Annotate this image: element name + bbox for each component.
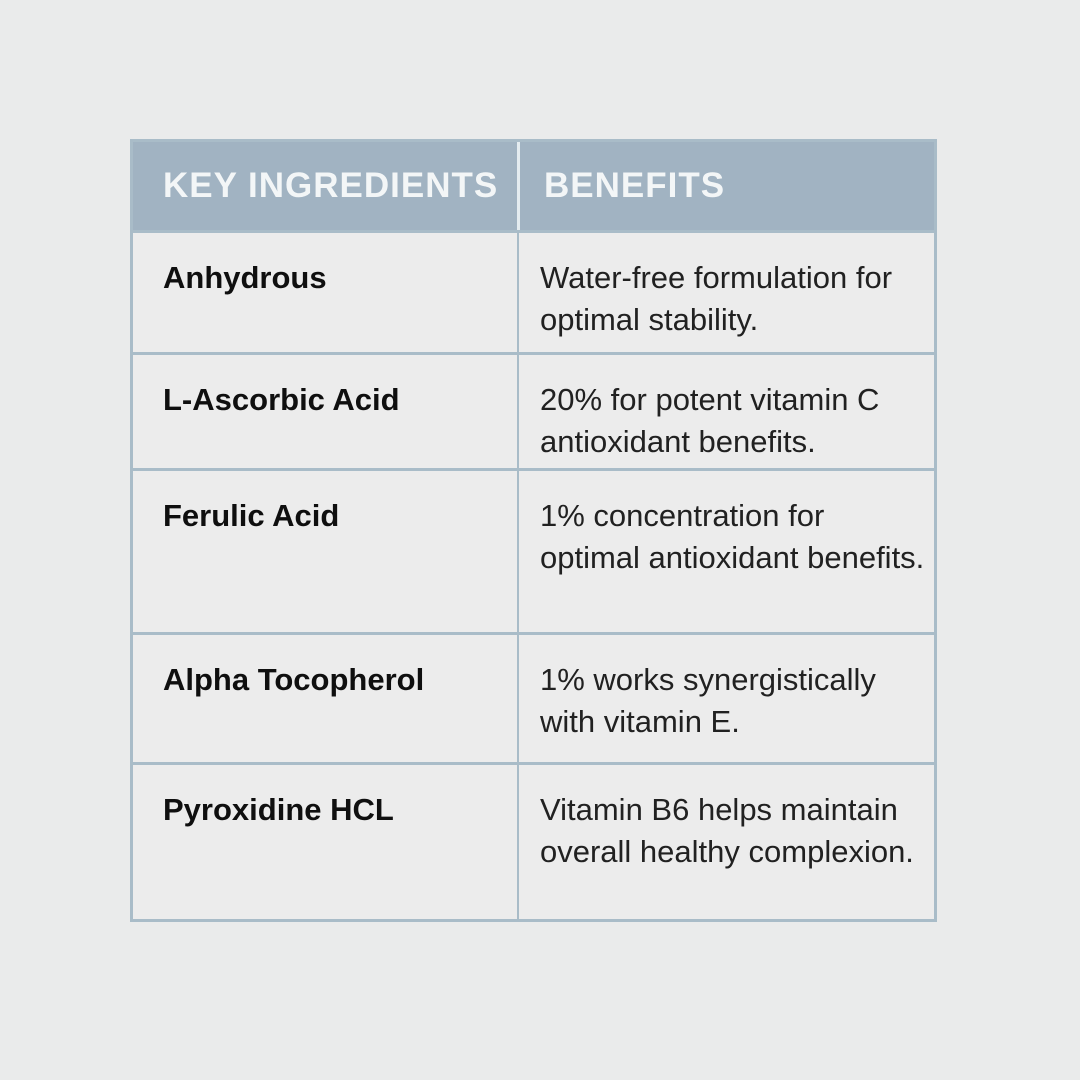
header-benefits: BENEFITS (517, 142, 934, 230)
ingredient-name: Alpha Tocopherol (163, 662, 425, 697)
ingredient-name: Pyroxidine HCL (163, 792, 394, 827)
ingredient-benefit: 1% works synergistically with vitamin E. (517, 635, 934, 762)
table-row-alpha-tocopherol (133, 632, 934, 762)
ingredient-name: Anhydrous (163, 260, 327, 295)
table-row-pyroxidine-hcl (133, 762, 934, 919)
table-row-ferulic-acid (133, 468, 934, 632)
header-key-ingredients: KEY INGREDIENTS (163, 166, 499, 205)
ingredient-name: Ferulic Acid (163, 498, 340, 533)
ingredient-benefit: Water-free formulation for optimal stability. (517, 233, 934, 352)
table-row-anhydrous (133, 230, 934, 352)
ingredients-benefits-table (130, 139, 937, 922)
ingredient-benefit: 1% concentration for optimal antioxidant benefits. (517, 471, 934, 632)
ingredient-name: L-Ascorbic Acid (163, 382, 400, 417)
table-header-row (133, 142, 934, 230)
ingredient-benefit: 20% for potent vitamin C antioxidant benefits. (517, 355, 934, 468)
table-row-l-ascorbic-acid (133, 352, 934, 468)
ingredient-benefit: Vitamin B6 helps maintain overall healthy complexion. (517, 765, 934, 919)
